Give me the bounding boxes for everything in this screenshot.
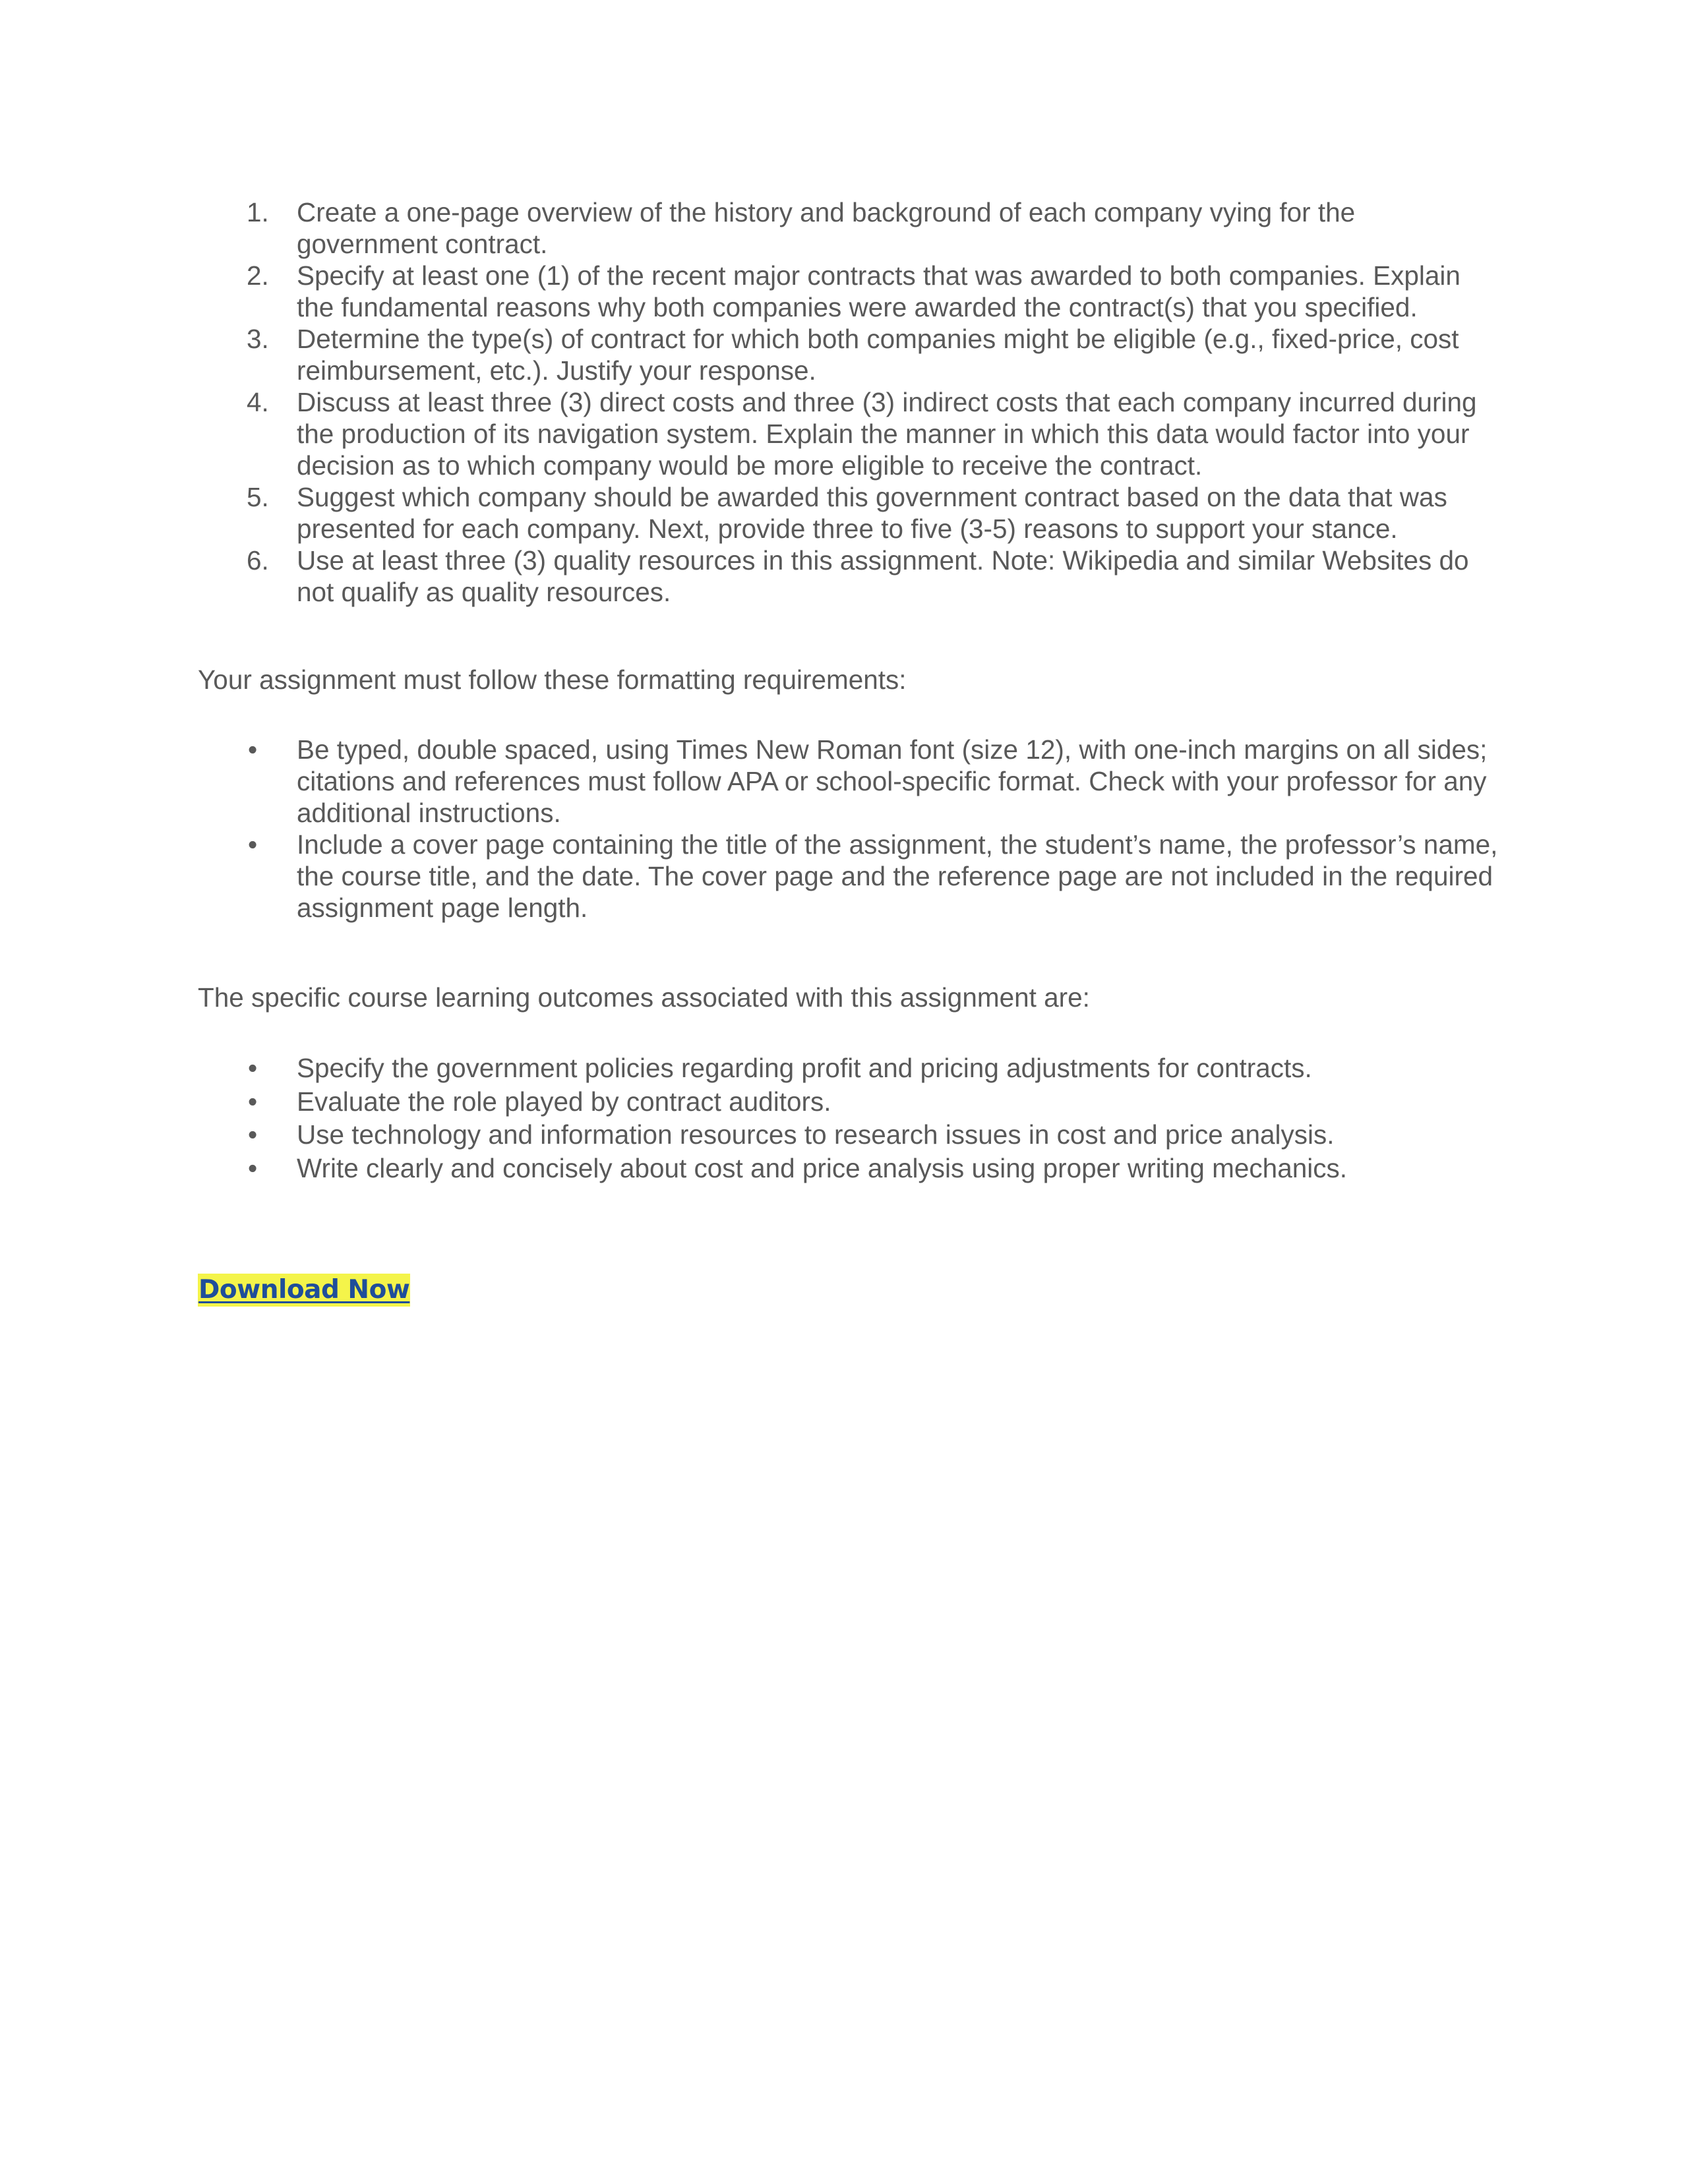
outcome-text: Use technology and information resources to research issues in cost and price analysis. <box>297 1119 1335 1150</box>
list-number: 1. <box>247 197 269 227</box>
requirement-text: Use at least three (3) quality resources in this assignment. Note: Wikipedia and similar Websites do not qualify as quality resources. <box>297 545 1469 607</box>
bullet-icon: • <box>248 1086 258 1117</box>
formatting-intro: Your assignment must follow these formatting requirements: <box>198 664 907 695</box>
formatting-list <box>198 734 1503 924</box>
requirement-item-1 <box>198 196 1503 260</box>
list-number: 4. <box>247 387 269 417</box>
bullet-icon: • <box>248 734 258 765</box>
requirement-item-5 <box>198 481 1503 545</box>
outcome-item <box>198 1118 1503 1152</box>
outcomes-list <box>198 1051 1503 1185</box>
outcome-item <box>198 1051 1503 1085</box>
bullet-icon: • <box>248 1053 258 1083</box>
download-section <box>198 1273 1503 1307</box>
requirement-text: Determine the type(s) of contract for which both companies might be eligible (e.g., fixed-price, cost reimbursement, etc.). Justify your response. <box>297 324 1459 386</box>
requirement-item-4 <box>198 386 1503 481</box>
outcome-item <box>198 1152 1503 1185</box>
formatting-item <box>198 734 1503 829</box>
list-number: 3. <box>247 324 269 354</box>
document-content <box>198 196 1503 1307</box>
outcome-text: Evaluate the role played by contract auditors. <box>297 1086 831 1117</box>
requirement-item-6 <box>198 545 1503 608</box>
list-number: 5. <box>247 482 269 512</box>
list-number: 6. <box>247 545 269 576</box>
download-now-link[interactable]: Download Now <box>198 1274 410 1307</box>
requirement-item-3 <box>198 323 1503 386</box>
requirement-text: Suggest which company should be awarded this government contract based on the data that was presented for each company. Next, provide three to five (3-5) reasons to support your stance. <box>297 482 1447 544</box>
requirements-list <box>198 196 1503 608</box>
requirement-item-2 <box>198 260 1503 323</box>
bullet-icon: • <box>248 829 258 860</box>
requirement-text: Discuss at least three (3) direct costs and three (3) indirect costs that each company incurred during the production of its navigation system. Explain the manner in which this data would factor into your decision as to which company would be more eligible to receive the contract. <box>297 387 1477 481</box>
list-number: 2. <box>247 260 269 291</box>
outcome-text: Specify the government policies regarding profit and pricing adjustments for contracts. <box>297 1053 1312 1083</box>
formatting-text: Include a cover page containing the title of the assignment, the student’s name, the professor’s name, the course title, and the date. The cover page and the reference page are not included in the required assignment page length. <box>297 829 1498 923</box>
requirement-text: Create a one-page overview of the history and background of each company vying for the government contract. <box>297 197 1356 259</box>
bullet-icon: • <box>248 1152 258 1183</box>
requirement-text: Specify at least one (1) of the recent major contracts that was awarded to both companies. Explain the fundamental reasons why both companies were awarded the contract(s) that you specified. <box>297 260 1461 322</box>
formatting-text: Be typed, double spaced, using Times New Roman font (size 12), with one-inch margins on all sides; citations and references must follow APA or school-specific format. Check with your professor for any additional instructions. <box>297 734 1488 828</box>
outcomes-intro: The specific course learning outcomes associated with this assignment are: <box>198 982 1090 1013</box>
bullet-icon: • <box>248 1119 258 1150</box>
outcome-text: Write clearly and concisely about cost and price analysis using proper writing mechanics. <box>297 1152 1348 1183</box>
formatting-item <box>198 829 1503 924</box>
outcome-item <box>198 1085 1503 1119</box>
